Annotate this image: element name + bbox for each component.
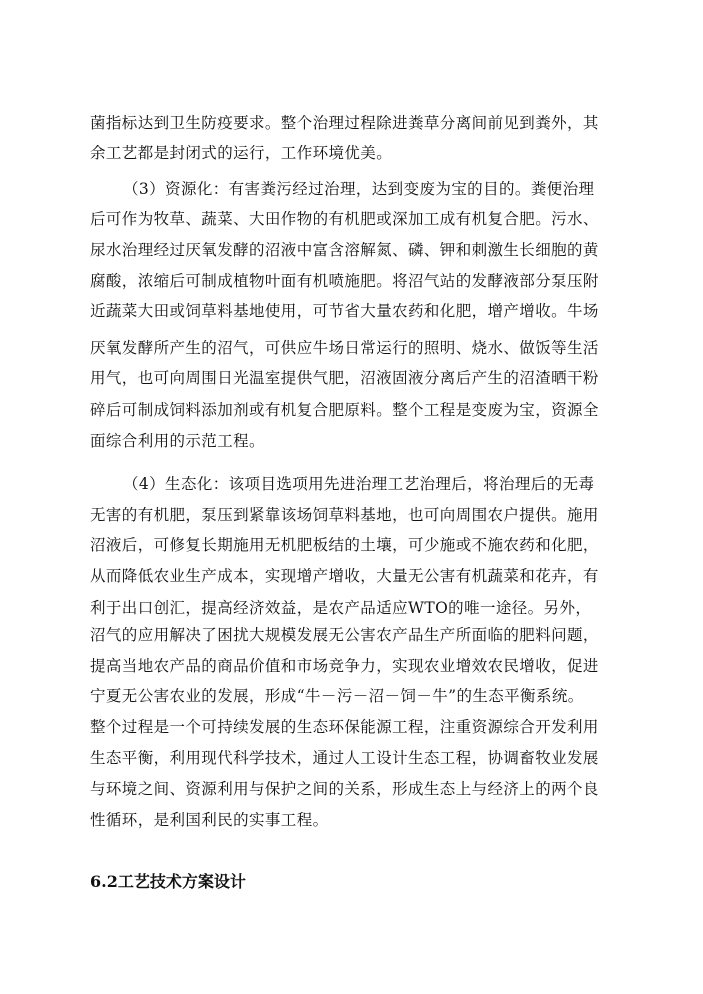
paragraph-3-line-10: 生态平衡，利用现代科学技术，通过人工设计生态工程，协调畜牧业发展 xyxy=(90,749,599,767)
paragraph-3-line-8: 宁夏无公害农业的发展，形成“牛－污－沼－饲－牛”的生态平衡系统。 xyxy=(90,687,584,705)
paragraph-1-line-2: 余工艺都是封闭式的运行，工作环境优美。 xyxy=(90,144,393,162)
paragraph-2-line-6: 厌氧发酵所产生的沼气，可供应牛场日常运行的照明、烧水、做饭等生活 xyxy=(90,339,599,357)
paragraph-2-line-9: 面综合利用的示范工程。 xyxy=(90,432,265,450)
paragraph-3-line-5: 利于出口创汇，提高经济效益，是农产品适应WTO的唯一途径。另外， xyxy=(90,599,592,617)
paragraph-2-line-2: 后可作为牧草、蔬菜、大田作物的有机肥或深加工成有机复合肥。污水、 xyxy=(90,210,599,228)
paragraph-3-line-7: 提高当地农产品的商品价值和市场竞争力，实现农业增效农民增收，促进 xyxy=(90,657,599,675)
paragraph-3-line-2: 无害的有机肥，泵压到紧靠该场饲草料基地，也可向周围农户提供。施用 xyxy=(90,506,599,524)
paragraph-3-line-1: （4）生态化：该项目选项用先进治理工艺治理后，将治理后的无毒 xyxy=(123,475,595,493)
paragraph-3-line-4: 从而降低农业生产成本，实现增产增收，大量无公害有机蔬菜和花卉，有 xyxy=(90,567,599,585)
section-heading: 6.2工艺技术方案设计 xyxy=(90,872,246,891)
paragraph-3-line-6: 沼气的应用解决了困扰大规模发展无公害农产品生产所面临的肥料问题， xyxy=(90,626,599,644)
paragraph-2-line-3: 尿水治理经过厌氧发酵的沼液中富含溶解氮、磷、钾和刺激生长细胞的黄 xyxy=(90,241,599,259)
paragraph-2-line-4: 腐酸，浓缩后可制成植物叶面有机喷施肥。将沼气站的发酵液部分泵压附 xyxy=(90,272,599,290)
paragraph-3-line-12: 性循环，是利国利民的实事工程。 xyxy=(90,811,329,829)
paragraph-1-line-1: 菌指标达到卫生防疫要求。整个治理过程除进粪草分离间前见到粪外，其 xyxy=(90,114,599,132)
paragraph-2-line-8: 碎后可制成饲料添加剂或有机复合肥原料。整个工程是变废为宝，资源全 xyxy=(90,401,599,419)
paragraph-3-line-11: 与环境之间、资源利用与保护之间的关系，形成生态上与经济上的两个良 xyxy=(90,780,599,798)
paragraph-2-line-5: 近蔬菜大田或饲草料基地使用，可节省大量农药和化肥，增产增收。牛场 xyxy=(90,302,599,320)
paragraph-2-line-1: （3）资源化：有害粪污经过治理，达到变废为宝的目的。粪便治理 xyxy=(123,180,595,198)
paragraph-3-line-3: 沼液后，可修复长期施用无机肥板结的土壤，可少施或不施农药和化肥， xyxy=(90,536,599,554)
paragraph-3-line-9: 整个过程是一个可持续发展的生态环保能源工程，注重资源综合开发利用 xyxy=(90,718,599,736)
paragraph-2-line-7: 用气，也可向周围日光温室提供气肥，沼液固液分离后产生的沼渣晒干粉 xyxy=(90,369,599,387)
